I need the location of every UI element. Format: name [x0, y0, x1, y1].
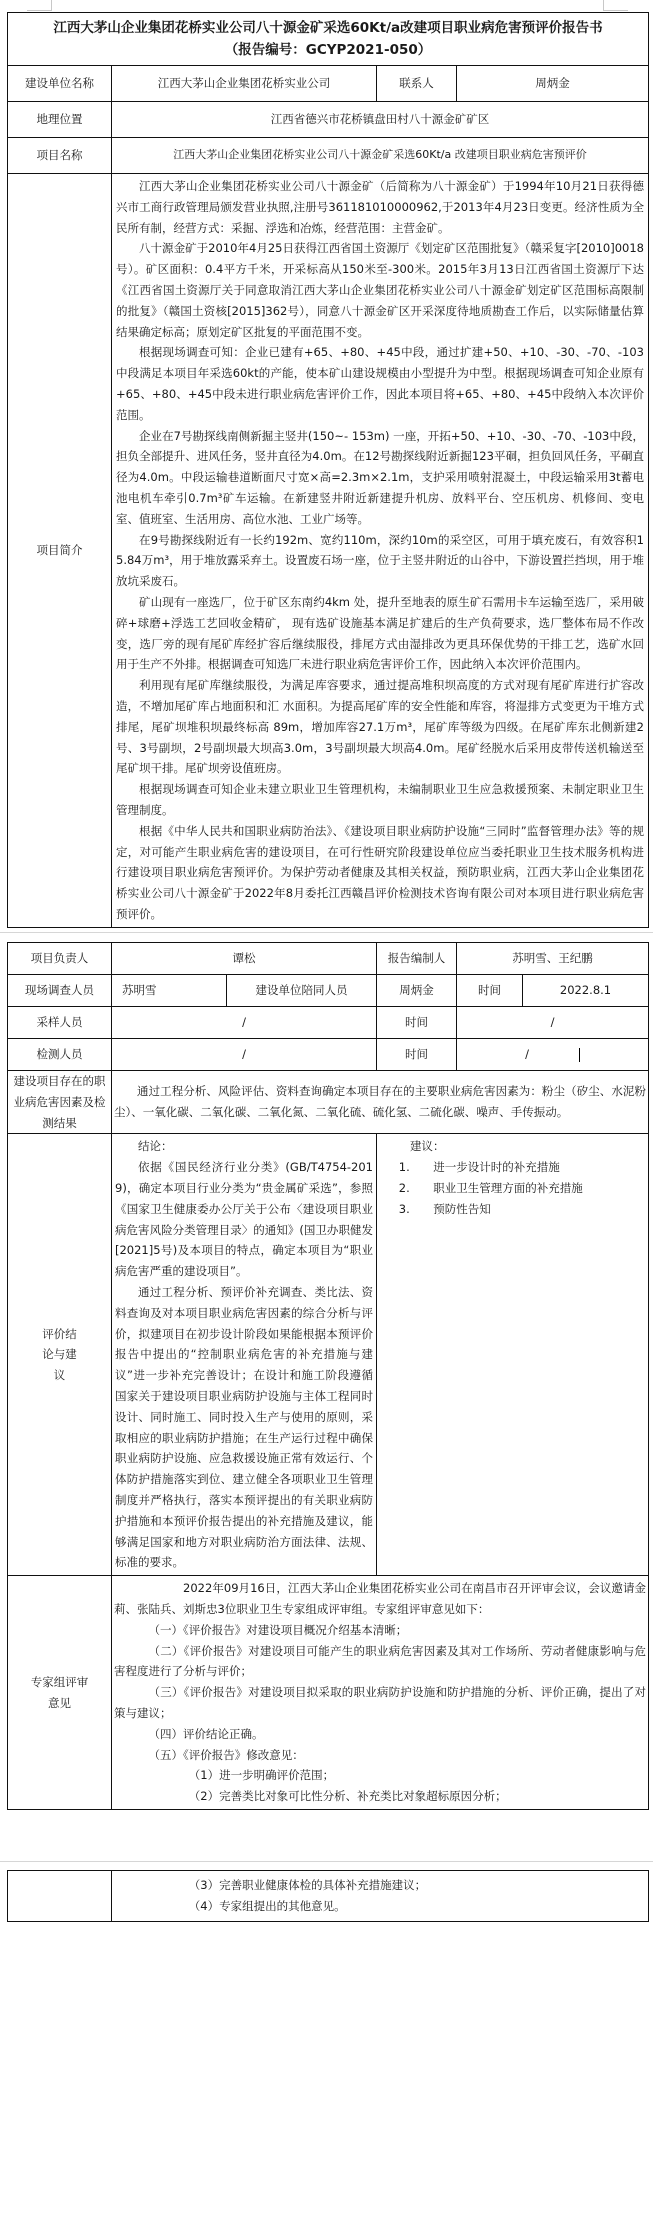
text-cursor — [579, 1048, 580, 1062]
project-name-label: 项目名称 — [8, 138, 112, 174]
intro-paragraph: 根据现场调查可知：企业已建有+65、+80、+45中段，通过扩建+50、+10、-30、-70、-103中段满足本项目年采选60kt的产能，使本矿山建设规模由小型提升为中型。根据现场调查可知企业原有+65、+80、+45中段未进行职业病危害评价工作，因此本项目将+65、+80、+45中段纳入本次评价范围。 — [116, 345, 644, 422]
suggestion-cell — [377, 1134, 649, 1576]
conclusion-paragraph: 通过工程分析、预评价补充调查、类比法、资料查询及对本项目职业病危害因素的综合分析与评价，拟建项目在初步设计阶段如果能根据本预评价报告中提出的“控制职业病危害的补充措施与建议”进一步补充完善设计；在设计和施工阶段遵循国家关于建设项目职业病防护设施与主体工程同时设计、同时施工、同时投入生产与使用的原则，采取相应的职业病防护措施；在生产运行过程中确保职业病防护设施、应急救援设施正常有效运行、个体防护措施落实到位、建立健全各项职业卫生管理制度并严格执行，落实本预评提出的有关职业病防护措施和本预评价报告提出的补充措施及建议，能够满足国家和地方对职业病防治方面法律、法规、标准的要求。 — [115, 1284, 373, 1570]
sampler-value: / — [112, 1007, 377, 1039]
builder-label: 建设单位名称 — [8, 66, 112, 102]
conclusion-title: 结论： — [138, 1139, 173, 1154]
expert-intro: 2022年09月16日，江西大茅山企业集团花桥实业公司在南昌市召开评审会议，会议邀请金莉、张陆兵、刘斯忠3位职业卫生专家组成评审组。专家组评审意见如下： — [114, 1581, 646, 1616]
page-corner-mark — [603, 0, 628, 11]
suggestion-item — [385, 1199, 640, 1220]
report-number: （报告编号：GCYP2021-050） — [224, 42, 432, 58]
page-break — [0, 932, 653, 933]
tester-time-value: / — [525, 1047, 529, 1062]
survey-label: 现场调查人员 — [8, 975, 112, 1007]
author-label: 报告编制人 — [377, 943, 457, 975]
revision-item: （2）完善类比对象可比性分析、补充类比对象超标原因分析； — [188, 1789, 507, 1804]
expert-item: （五）《评价报告》修改意见： — [148, 1747, 304, 1762]
survey-time-value: 2022.8.1 — [523, 975, 649, 1007]
page-corner-mark — [27, 0, 52, 11]
intro-paragraph: 在9号勘探线附近有一长约192m、宽约110m，深约10m的采空区，可用于填充废石，有效容积15.84万m³，用于堆放露采弃土。设置废石场一座，位于主竖井附近的山谷中，下游设置拦挡坝，用于堆放坑采废石。 — [116, 532, 644, 589]
suggestion-title: 建议： — [410, 1139, 445, 1154]
report-table-page3 — [7, 1870, 649, 1922]
intro-paragraph: 利用现有尾矿库继续服役，为满足库容要求，通过提高堆积坝高度的方式对现有尾矿库进行扩容改造，不增加尾矿库占地面积和汇 水面积。为提高尾矿库的安全性能和库容，将湿排方式变更为干堆方式排尾，尾矿坝堆积坝最终标高 89m，增加库容27.1万m³，尾矿库等级为四级。在尾矿库东北侧新建2号、3号副坝，2号副坝最大坝高3.0m，3号副坝最大坝高4.0m。尾矿经脱水后采用皮带传送机输送至尾矿坝干排。尾矿坝旁设值班房。 — [116, 678, 644, 776]
conclusion-paragraph: 依据《国民经济行业分类》(GB/T4754-2019)，确定本项目行业分类为“贵金属矿采选”，参照《国家卫生健康委办公厅关于公布〈建设项目职业病危害风险分类管理目录〉的通知》(国卫办职健发[2021]5号)及本项目的特点，确定本项目为“职业病危害严重的建设项目”。 — [115, 1160, 373, 1279]
tester-value: / — [112, 1039, 377, 1071]
author-value: 苏明雪、王纪鹏 — [457, 943, 649, 975]
pm-value: 谭松 — [112, 943, 377, 975]
escort-value: 周炳金 — [377, 975, 457, 1007]
intro-paragraph: 根据现场调查可知企业未建立职业卫生管理机构，未编制职业卫生应急救援预案、未制定职业卫生管理制度。 — [116, 782, 644, 817]
suggestion-text: 职业卫生管理方面的补充措施 — [433, 1180, 583, 1195]
suggestion-text: 进一步设计时的补充措施 — [433, 1160, 560, 1175]
intro-paragraph: 江西大茅山企业集团花桥实业公司八十源金矿（后简称为八十源金矿）于1994年10月21日获得德兴市工商行政管理局颁发营业执照,注册号361181010000962,于2013年4月23日变更。经济性质为全民所有制，经营方式：采掘、浮选和冶炼，经营范围：主营金矿。 — [116, 179, 644, 235]
tester-time-cell[interactable] — [457, 1039, 649, 1071]
hazard-value: 通过工程分析、风险评估、资料查询确定本项目存在的主要职业病危害因素为：粉尘（矽尘、水泥粉尘）、一氧化碳、二氧化碳、二氧化氮、二氧化硫、硫化氢、二硫化碳、噪声、手传振动。 — [114, 1084, 646, 1120]
expert-item: （三）《评价报告》对建设项目拟采取的职业病防护设施和防护措施的分析、评价正确，提出了对策与建议； — [114, 1685, 646, 1720]
revision-item: （1）进一步明确评价范围； — [188, 1768, 335, 1783]
survey-value: 苏明雪 — [112, 975, 227, 1007]
sampler-label: 采样人员 — [8, 1007, 112, 1039]
report-table-page2 — [7, 942, 649, 1810]
hazard-label: 建设项目存在的职业病危害因素及检测结果 — [8, 1071, 112, 1134]
expert-content — [112, 1576, 649, 1810]
project-name-value: 江西大茅山企业集团花桥实业公司八十源金矿采选60Kt/a 改建项目职业病危害预评价 — [112, 138, 649, 174]
revision-item: （3）完善职业健康体检的具体补充措施建议； — [188, 1878, 427, 1892]
suggestion-item — [385, 1178, 640, 1199]
conclusion-cell — [112, 1134, 377, 1576]
tester-label: 检测人员 — [8, 1039, 112, 1071]
suggestion-number: 2. — [398, 1180, 410, 1195]
builder-value: 江西大茅山企业集团花桥实业公司 — [112, 66, 377, 102]
location-label: 地理位置 — [8, 102, 112, 138]
intro-paragraph: 根据《中华人民共和国职业病防治法》、《建设项目职业病防护设施“三同时”监督管理办法》等的规定，对可能产生职业病危害的建设项目，在可行性研究阶段建设单位应当委托职业卫生技术服务机构进行建设项目职业病危害预评价。为保护劳动者健康及其相关权益，预防职业病，江西大茅山企业集团花桥实业公司八十源金矿于2022年8月委托江西赣昌评价检测技术咨询有限公司对本项目进行职业病危害预评价。 — [116, 823, 644, 921]
page-break — [0, 1861, 653, 1862]
report-title-cell — [8, 13, 649, 66]
eval-label: 评价结论与建议 — [8, 1134, 112, 1576]
contact-label: 联系人 — [377, 66, 457, 102]
expert-item: （一）《评价报告》对建设项目概况介绍基本清晰； — [148, 1622, 408, 1637]
survey-time-label: 时间 — [457, 975, 523, 1007]
expert-label-continued — [8, 1871, 112, 1922]
hazard-content — [112, 1071, 649, 1134]
intro-paragraph: 矿山现有一座选厂，位于矿区东南约4km 处，提升至地表的原生矿石需用卡车运输至选厂，采用破碎+球磨+浮选工艺回收金精矿， 现有选矿设施基本满足扩建后的生产负荷要求，选厂整体布局不作改变，选厂旁的现有尾矿库经扩容后继续服役，排尾方式由湿排改为更具环保优势的干排工艺，选矿水回用于生产不外排。根据调查可知选厂未进行职业病危害评价工作，因此纳入本次评价范围内。 — [116, 594, 644, 672]
expert-label: 专家组评审意见 — [8, 1576, 112, 1810]
suggestion-number: 3. — [398, 1201, 410, 1216]
escort-label: 建设单位陪同人员 — [227, 975, 377, 1007]
tester-time-label: 时间 — [377, 1039, 457, 1071]
expert-item: （四）评价结论正确。 — [148, 1726, 264, 1741]
contact-value: 周炳金 — [457, 66, 649, 102]
sampler-time-label: 时间 — [377, 1007, 457, 1039]
report-title: 江西大茅山企业集团花桥实业公司八十源金矿采选60Kt/a改建项目职业病危害预评价报告书 — [53, 20, 603, 36]
suggestion-text: 预防性告知 — [433, 1201, 491, 1216]
intro-label: 项目简介 — [8, 174, 112, 928]
suggestion-number: 1. — [398, 1160, 410, 1175]
expert-item: （二）《评价报告》对建设项目可能产生的职业病危害因素及其对工作场所、劳动者健康影响与危害程度进行了分析与评价； — [114, 1643, 646, 1679]
pm-label: 项目负责人 — [8, 943, 112, 975]
sampler-time-value: / — [457, 1007, 649, 1039]
report-table-page1 — [7, 12, 649, 928]
intro-paragraph: 八十源金矿于2010年4月25日获得江西省国土资源厅《划定矿区范围批复》（赣采复字[2010]0018号）。矿区面积：0.4平方千米，开采标高从150米至-300米。2015年3月13日江西省国土资源厅下达《江西省国土资源厅关于同意取消江西大茅山企业集团花桥实业公司八十源金矿划定矿区范围标高限制的批复》（赣国土资核[2015]362号），同意八十源金矿区开采深度待地质勘查工作后，以实际储量估算结果确定标高；原划定矿区批复的平面范围不变。 — [116, 241, 644, 339]
expert-content-continued — [112, 1871, 649, 1922]
intro-content — [112, 174, 649, 928]
revision-item: （4）专家组提出的其他意见。 — [188, 1898, 346, 1913]
intro-paragraph: 企业在7号勘探线南侧新掘主竖井(150~- 153m) 一座，开拓+50、+10、-30、-70、-103中段，担负全部提升、进风任务，竖井直径为4.0m。在12号勘探线附近新掘123平硐，担负回风任务，平硐直径为4.0m。中段运输巷道断面尺寸宽×高=2.3m×2.1m，支护采用喷射混凝土，中段运输采用3t蓄电池电机车牵引0.7m³矿车运输。在新建竖井附近新建提升机房、放料平台、空压机房、机修间、变电室、值班室、生活用房、高位水池、工业广场等。 — [116, 428, 644, 526]
location-value: 江西省德兴市花桥镇盘田村八十源金矿矿区 — [112, 102, 649, 138]
suggestion-item — [385, 1157, 640, 1178]
